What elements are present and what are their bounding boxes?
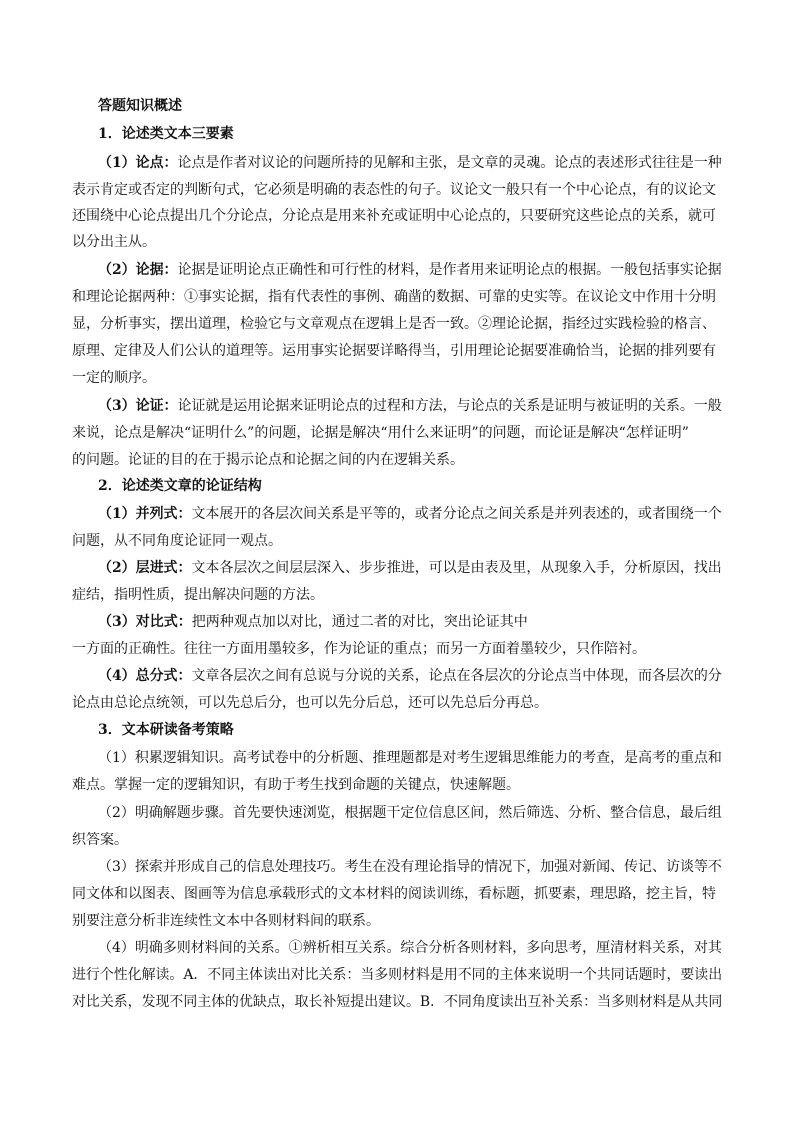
s1-p3-line-1 <box>98 396 722 416</box>
s1-p1-label: （1）论点： <box>98 155 178 171</box>
section-heading: 答题知识概述 <box>98 98 182 114</box>
s3-p1-line-2: 难点。掌握一定的逻辑知识，有助于考生找到命题的关键点，快速解题。 <box>72 777 520 793</box>
s3-p1-line-1: （1）积累逻辑知识。高考试卷中的分析题、推理题都是对考生逻辑思维能力的考查，是高考的重点和 <box>98 750 722 766</box>
s2-p4-line-1 <box>98 666 722 686</box>
s1-p1-text-1: 论点是作者对议论的问题所持的见解和主张，是文章的灵魂。论点的表述形式往往是一种 <box>177 155 722 171</box>
s1-p2-line-2: 和理论论据两种：①事实论据，指有代表性的事例、确凿的数据、可靠的史实等。在议论文中作用十分明 <box>72 289 716 305</box>
s1-p3-line-3: 的问题。论证的目的在于揭示论点和论据之间的内在逻辑关系。 <box>72 452 464 468</box>
s1-p2-label: （2）论据： <box>98 262 178 278</box>
s2-p1-line-1 <box>98 504 722 524</box>
s3-p2-line-1: （2）明确解题步骤。首先要快速浏览，根据题干定位信息区间，然后筛选、分析、整合信息，最后组 <box>98 805 722 821</box>
s2-p4-label: （4）总分式： <box>98 668 192 684</box>
s2-p1-label: （1）并列式： <box>98 506 192 522</box>
s2-p3-label: （3）对比式： <box>98 614 192 630</box>
s2-p1-line-2: 问题，从不同角度论证同一观点。 <box>72 533 282 549</box>
s3-p3-line-1: （3）探索并形成自己的信息处理技巧。考生在没有理论指导的情况下，加强对新闻、传记、访谈等不 <box>98 859 722 875</box>
s2-p4-line-2: 论点由总论点统领，可以先总后分，也可以先分后总，还可以先总后分再总。 <box>72 695 548 711</box>
s3-p4-line-2: 进行个性化解读。A．不同主体读出对比关系：当多则材料是用不同的主体来说明一个共同话题时，要读出 <box>72 967 723 983</box>
s3-p3-line-3: 别要注意分析非连续性文本中各则材料间的联系。 <box>72 913 380 929</box>
s3-p4-line-3: 对比关系，发现不同主体的优缺点，取长补短提出建议。B．不同角度读出互补关系：当多则材料是从共同 <box>72 994 723 1010</box>
section-2-title: 2．论述类文章的论证结构 <box>98 478 262 494</box>
s1-p1-line-2: 表示肯定或否定的判断句式，它必须是明确的表态性的句子。议论文一般只有一个中心论点，有的议论文 <box>72 182 716 198</box>
s1-p1-line-3: 还围绕中心论点提出几个分论点，分论点是用来补充或证明中心论点的，只要研究这些论点的关系，就可 <box>72 208 716 224</box>
s1-p2-line-1 <box>98 260 722 280</box>
s3-p3-line-2: 同文体和以图表、图画等为信息承载形式的文本材料的阅读训练，看标题，抓要素，理思路，挖主旨，特 <box>72 886 716 902</box>
s2-p2-text-1: 文本各层次之间层层深入、步步推进，可以是由表及里，从现象入手，分析原因，找出 <box>191 560 722 576</box>
s1-p2-line-3: 显，分析事实，摆出道理，检验它与文章观点在逻辑上是否一致。②理论论据，指经过实践检验的格言、 <box>72 316 716 332</box>
s2-p4-text-1: 文章各层次之间有总说与分说的关系，论点在各层次的分论点当中体现，而各层次的分 <box>191 668 722 684</box>
s2-p2-line-2: 症结，指明性质，提出解决问题的方法。 <box>72 587 324 603</box>
s1-p2-text-1: 论据是证明论点正确性和可行性的材料，是作者用来证明论点的根据。一般包括事实论据 <box>177 262 722 278</box>
s1-p3-label: （3）论证： <box>98 398 178 414</box>
s1-p2-line-5: 一定的顺序。 <box>72 370 156 386</box>
section-1-title: 1．论述类文本三要素 <box>98 126 234 142</box>
s2-p3-line-1 <box>98 612 528 632</box>
s2-p1-text-1: 文本展开的各层次间关系是平等的，或者分论点之间关系是并列表述的，或者围绕一个 <box>191 506 722 522</box>
s3-p2-line-2: 织答案。 <box>72 832 128 848</box>
section-3-title: 3．文本研读备考策略 <box>98 722 234 738</box>
s2-p2-label: （2）层进式： <box>98 560 192 576</box>
s1-p3-line-2: 来说，论点是解决“证明什么”的问题，论据是解决“用什么来证明”的问题，而论证是解决“怎样证明” <box>72 425 689 441</box>
s1-p1-line-4: 以分出主从。 <box>72 234 156 250</box>
s2-p2-line-1 <box>98 558 722 578</box>
s2-p3-line-2: 一方面的正确性。往往一方面用墨较多，作为论证的重点；而另一方面着墨较少，只作陪衬。 <box>72 641 646 657</box>
s1-p1-line-1 <box>98 153 722 173</box>
s2-p3-text-1: 把两种观点加以对比，通过二者的对比，突出论证其中 <box>191 614 528 630</box>
s1-p3-text-1: 论证就是运用论据来证明论点的过程和方法，与论点的关系是证明与被证明的关系。一般 <box>177 398 722 414</box>
s3-p4-line-1: （4）明确多则材料间的关系。①辨析相互关系。综合分析各则材料，多向思考，厘清材料关系，对其 <box>98 940 722 956</box>
s1-p2-line-4: 原理、定律及人们公认的道理等。运用事实论据要详略得当，引用理论论据要准确恰当，论据的排列要有 <box>72 343 716 359</box>
